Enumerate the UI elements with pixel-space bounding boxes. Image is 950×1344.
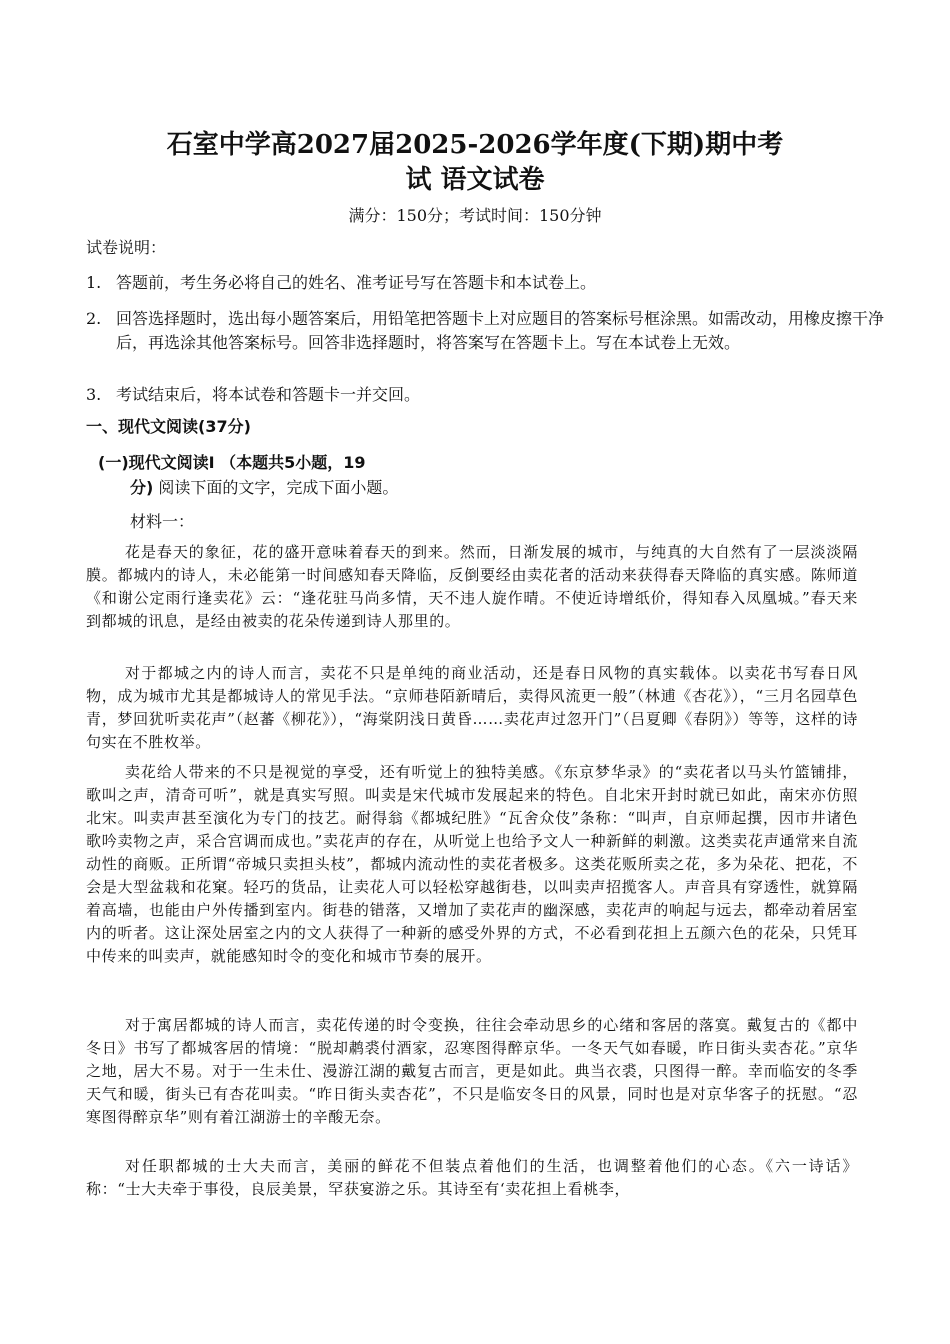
instruction-item xyxy=(86,307,885,379)
instructions-heading: 试卷说明： xyxy=(86,238,167,257)
passage-paragraph: 对于都城之内的诗人而言，卖花不只是单纯的商业活动，还是春日风物的真实载体。以卖花书写春日风物，成为城市尤其是都城诗人的常见手法。“京师巷陌新晴后，卖得风流更一般”（林逋《杏花》），“三月名园草色青，梦回犹听卖花声”（赵蕃《柳花》），“海棠阴浅日黄昏……卖花声过忽开门”（吕夏卿《春阴》）等等，这样的诗句实在不胜枚举。 xyxy=(86,664,858,751)
instruction-number: 2. xyxy=(86,309,102,328)
instruction-number: 1. xyxy=(86,273,102,292)
passage-paragraph: 卖花给人带来的不只是视觉的享受，还有听觉上的独特美感。《东京梦华录》的“卖花者以马头竹篮铺排，歌叫之声，清奇可听”，就是真实写照。叫卖是宋代城市发展起来的特色。自北宋开封时就已如此，南宋亦仿照北宋。叫卖声甚至演化为专门的技艺。耐得翁《都城纪胜》“瓦舍众伎”条称：“叫声，自京师起撰，因市井诸色歌吟卖物之声，采合宫调而成也。”卖花声的存在，从听觉上也给予文人一种新鲜的刺激。这类卖花声通常来自流动性的商贩。正所谓“帝城只卖担头枝”，都城内流动性的卖花者极多。这类花贩所卖之花，多为朵花、把花，不会是大型盆栽和花窠。轻巧的货品，让卖花人可以轻松穿越街巷，以叫卖声招揽客人。声音具有穿透性，就算隔着高墙，也能由户外传播到室内。街巷的错落，又增加了卖花声的幽深感，卖花声的响起与远去，都牵动着居室内的听者。这让深处居室之内的文人获得了一种新的感受外界的方式，不必看到花担上五颜六色的花朵，只凭耳中传来的叫卖声，就能感知时令的变化和城市节奏的展开。 xyxy=(86,763,858,965)
instruction-text: 回答选择题时，选出每小题答案后，用铅笔把答题卡上对应题目的答案标号框涂黑。如需改动，用橡皮擦干净后，再选涂其他答案标号。回答非选择题时，将答案写在答题卡上。写在本试卷上无效。 xyxy=(116,309,885,352)
instruction-text: 考试结束后，将本试卷和答题卡一并交回。 xyxy=(116,385,421,404)
passage-paragraph: 花是春天的象征，花的盛开意味着春天的到来。然而，日渐发展的城市，与纯真的大自然有了一层淡淡隔膜。都城内的诗人，未必能第一时间感知春天降临，反倒要经由卖花者的活动来获得春天降临的真实感。陈师道《和谢公定雨行逢卖花》云：“逢花驻马尚多情，天不违人旋作晴。不使近诗增纸价，得知春入凤凰城。”春天来到都城的讯息，是经由被卖的花朵传递到诗人那里的。 xyxy=(86,543,858,630)
subsection-heading: (一)现代文阅读Ⅰ （本题共5小题，19 xyxy=(98,453,366,472)
material-label: 材料一： xyxy=(130,512,195,531)
exam-title-line1: 石室中学高2027届2025-2026学年度(下期)期中考 xyxy=(166,130,784,160)
instruction-text: 答题前，考生务必将自己的姓名、准考证号写在答题卡和本试卷上。 xyxy=(116,273,597,292)
instruction-item xyxy=(86,383,876,409)
subsection-points: 分) xyxy=(130,478,154,497)
subsection-instruction: 阅读下面的文字，完成下面小题。 xyxy=(158,478,399,497)
subsection-heading-cont xyxy=(130,474,398,502)
section-heading: 一、现代文阅读(37分) xyxy=(86,417,251,436)
passage-paragraph: 对于寓居都城的诗人而言，卖花传递的时令变换，往往会牵动思乡的心绪和客居的落寞。戴复古的《都中冬日》书写了都城客居的情境：“脱却鹔裘付酒家，忍寒图得醉京华。一冬天气如春暖，昨日街头卖杏花。”京华之地，居大不易。对于一生未仕、漫游江湖的戴复古而言，更是如此。典当衣裘，只图得一醉。幸而临安的冬季天气和暖，街头已有杏花叫卖。“昨日街头卖杏花”，不只是临安冬日的风景，同时也是对京华客子的抚慰。“忍寒图得醉京华”则有着江湖游士的辛酸无奈。 xyxy=(86,1016,858,1126)
exam-subtitle: 满分：150分；考试时间：150分钟 xyxy=(348,206,602,225)
instruction-number: 3. xyxy=(86,385,102,404)
instruction-item xyxy=(86,271,876,297)
exam-title-line2: 试 语文试卷 xyxy=(405,165,545,195)
passage-paragraph: 对任职都城的士大夫而言，美丽的鲜花不但装点着他们的生活，也调整着他们的心态。《六一诗话》称：“士大夫牵于事役，良辰美景，罕获宴游之乐。其诗至有‘卖花担上看桃李， xyxy=(86,1157,858,1198)
